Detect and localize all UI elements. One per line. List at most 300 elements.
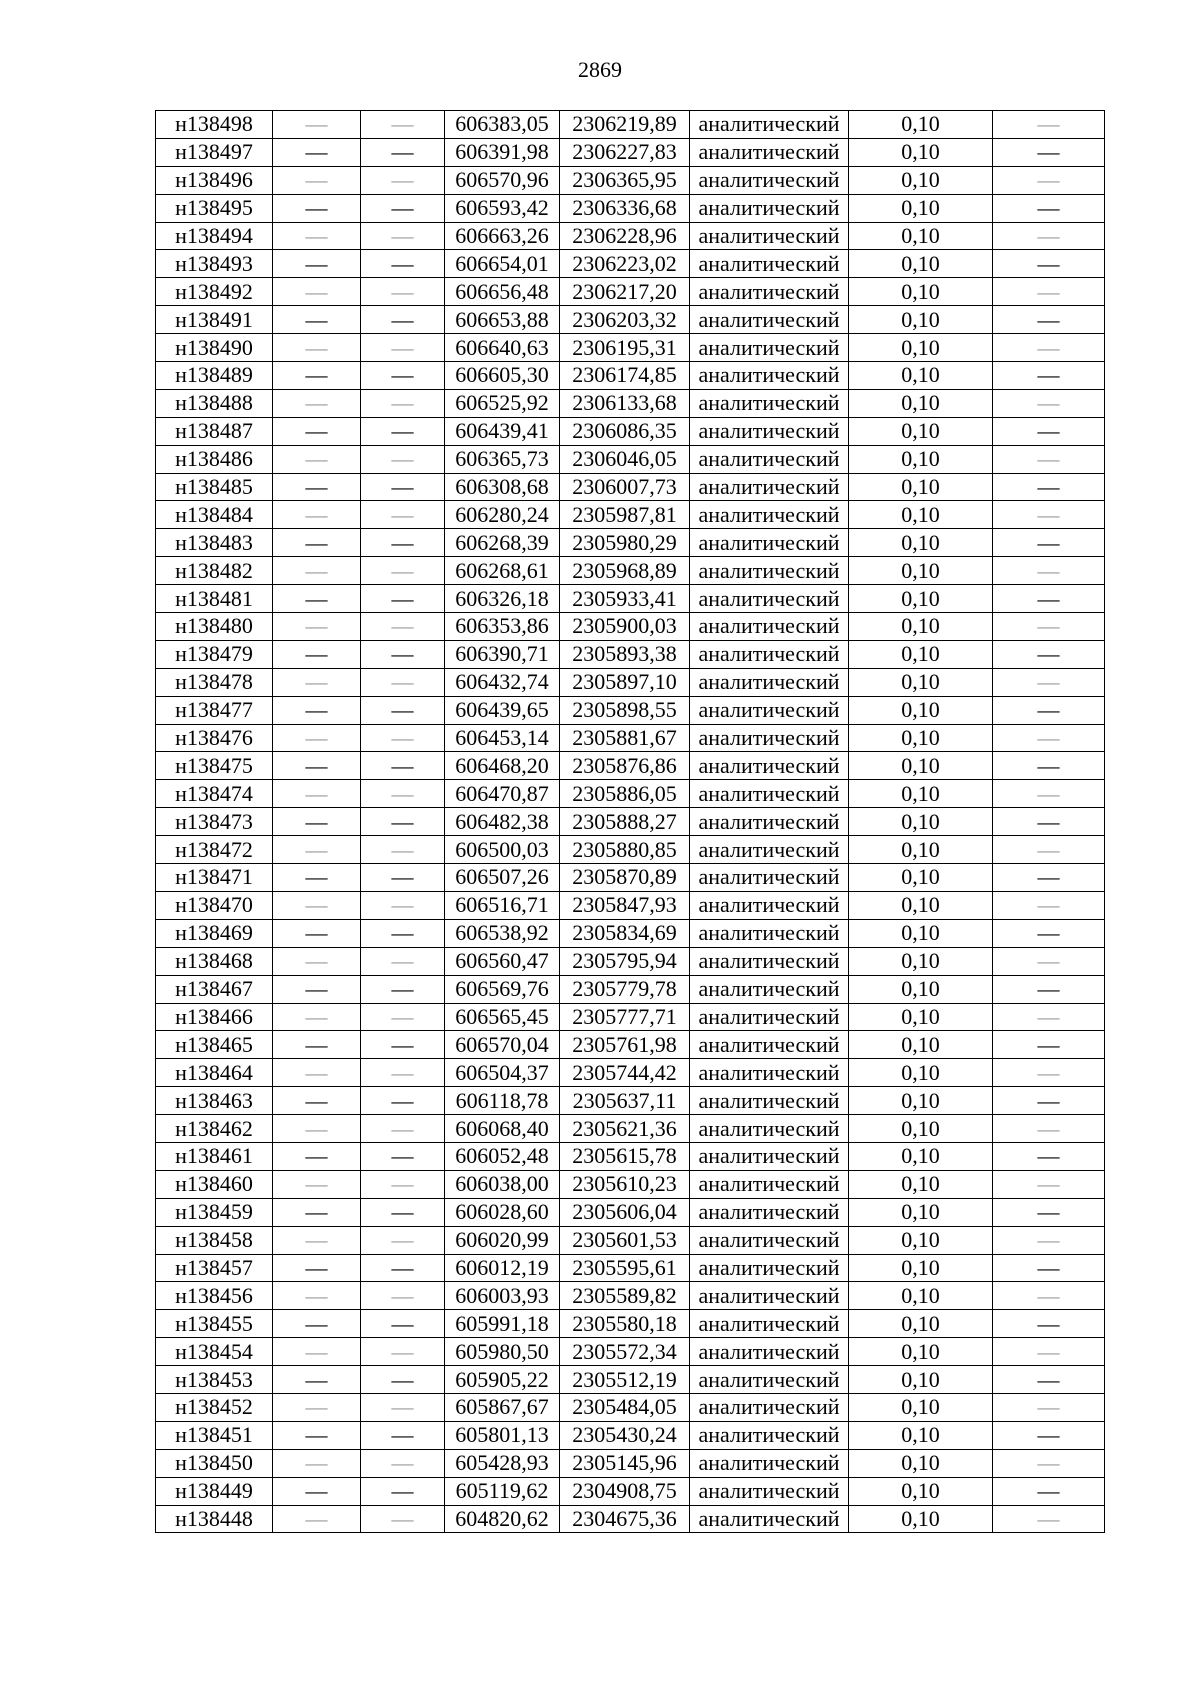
method-cell: аналитический [690,138,849,166]
dash-cell: — [273,557,361,585]
y-coordinate-cell: 2305601,53 [560,1226,690,1254]
dash-cell: — [993,334,1105,362]
x-coordinate-cell: 606504,37 [445,1059,560,1087]
table-row [156,138,1105,166]
table-row [156,334,1105,362]
x-coordinate-cell: 606308,68 [445,473,560,501]
dash-cell: — [361,166,445,194]
dash-cell: — [273,668,361,696]
table-row [156,362,1105,390]
x-coordinate-cell: 606038,00 [445,1170,560,1198]
point-cell: н138457 [156,1254,273,1282]
dash-cell: — [273,1310,361,1338]
point-cell: н138477 [156,696,273,724]
accuracy-cell: 0,10 [849,585,993,613]
dash-cell: — [273,1366,361,1394]
y-coordinate-cell: 2305777,71 [560,1003,690,1031]
method-cell: аналитический [690,501,849,529]
point-cell: н138481 [156,585,273,613]
dash-cell: — [993,919,1105,947]
accuracy-cell: 0,10 [849,445,993,473]
dash-cell: — [361,529,445,557]
table-row [156,696,1105,724]
point-cell: н138465 [156,1031,273,1059]
x-coordinate-cell: 606365,73 [445,445,560,473]
point-cell: н138451 [156,1421,273,1449]
x-coordinate-cell: 606570,96 [445,166,560,194]
dash-cell: — [993,1226,1105,1254]
x-coordinate-cell: 606268,61 [445,557,560,585]
dash-cell: — [273,808,361,836]
x-coordinate-cell: 606383,05 [445,111,560,139]
dash-cell: — [273,362,361,390]
accuracy-cell: 0,10 [849,919,993,947]
x-coordinate-cell: 606538,92 [445,919,560,947]
dash-cell: — [993,1449,1105,1477]
x-coordinate-cell: 606516,71 [445,891,560,919]
table-row [156,864,1105,892]
accuracy-cell: 0,10 [849,138,993,166]
method-cell: аналитический [690,1421,849,1449]
method-cell: аналитический [690,222,849,250]
point-cell: н138469 [156,919,273,947]
dash-cell: — [273,640,361,668]
dash-cell: — [273,1449,361,1477]
point-cell: н138467 [156,975,273,1003]
point-cell: н138470 [156,891,273,919]
dash-cell: — [361,1031,445,1059]
dash-cell: — [361,362,445,390]
y-coordinate-cell: 2306365,95 [560,166,690,194]
table-row [156,585,1105,613]
accuracy-cell: 0,10 [849,1310,993,1338]
y-coordinate-cell: 2305897,10 [560,668,690,696]
accuracy-cell: 0,10 [849,836,993,864]
dash-cell: — [273,1003,361,1031]
x-coordinate-cell: 606663,26 [445,222,560,250]
y-coordinate-cell: 2305888,27 [560,808,690,836]
point-cell: н138455 [156,1310,273,1338]
x-coordinate-cell: 606353,86 [445,613,560,641]
point-cell: н138449 [156,1477,273,1505]
dash-cell: — [273,1142,361,1170]
method-cell: аналитический [690,1505,849,1533]
x-coordinate-cell: 606570,04 [445,1031,560,1059]
dash-cell: — [993,1366,1105,1394]
method-cell: аналитический [690,1226,849,1254]
dash-cell: — [993,417,1105,445]
dash-cell: — [993,194,1105,222]
point-cell: н138498 [156,111,273,139]
dash-cell: — [273,1198,361,1226]
method-cell: аналитический [690,1087,849,1115]
dash-cell: — [273,585,361,613]
dash-cell: — [361,1198,445,1226]
accuracy-cell: 0,10 [849,864,993,892]
dash-cell: — [361,1226,445,1254]
x-coordinate-cell: 606012,19 [445,1254,560,1282]
x-coordinate-cell: 606654,01 [445,250,560,278]
dash-cell: — [993,138,1105,166]
x-coordinate-cell: 606390,71 [445,640,560,668]
point-cell: н138454 [156,1338,273,1366]
dash-cell: — [993,1282,1105,1310]
accuracy-cell: 0,10 [849,417,993,445]
x-coordinate-cell: 606268,39 [445,529,560,557]
point-cell: н138458 [156,1226,273,1254]
y-coordinate-cell: 2305881,67 [560,724,690,752]
dash-cell: — [273,1505,361,1533]
point-cell: н138475 [156,752,273,780]
accuracy-cell: 0,10 [849,1282,993,1310]
dash-cell: — [361,1115,445,1143]
method-cell: аналитический [690,585,849,613]
point-cell: н138450 [156,1449,273,1477]
point-cell: н138492 [156,278,273,306]
table-row [156,640,1105,668]
x-coordinate-cell: 605867,67 [445,1393,560,1421]
table-row [156,1226,1105,1254]
method-cell: аналитический [690,1366,849,1394]
y-coordinate-cell: 2306228,96 [560,222,690,250]
dash-cell: — [273,138,361,166]
x-coordinate-cell: 606453,14 [445,724,560,752]
method-cell: аналитический [690,557,849,585]
dash-cell: — [273,724,361,752]
dash-cell: — [993,166,1105,194]
table-row [156,724,1105,752]
dash-cell: — [361,1338,445,1366]
x-coordinate-cell: 605119,62 [445,1477,560,1505]
table-row [156,1366,1105,1394]
y-coordinate-cell: 2305589,82 [560,1282,690,1310]
accuracy-cell: 0,10 [849,640,993,668]
method-cell: аналитический [690,724,849,752]
y-coordinate-cell: 2305880,85 [560,836,690,864]
dash-cell: — [993,1031,1105,1059]
method-cell: аналитический [690,194,849,222]
table-row [156,1338,1105,1366]
x-coordinate-cell: 606640,63 [445,334,560,362]
dash-cell: — [273,250,361,278]
dash-cell: — [361,1170,445,1198]
method-cell: аналитический [690,947,849,975]
method-cell: аналитический [690,334,849,362]
point-cell: н138490 [156,334,273,362]
dash-cell: — [273,1087,361,1115]
dash-cell: — [273,836,361,864]
dash-cell: — [361,1393,445,1421]
x-coordinate-cell: 606003,93 [445,1282,560,1310]
dash-cell: — [993,808,1105,836]
table-row [156,1170,1105,1198]
table-row [156,668,1105,696]
dash-cell: — [361,417,445,445]
point-cell: н138497 [156,138,273,166]
y-coordinate-cell: 2304908,75 [560,1477,690,1505]
dash-cell: — [361,1421,445,1449]
y-coordinate-cell: 2305834,69 [560,919,690,947]
dash-cell: — [993,1254,1105,1282]
accuracy-cell: 0,10 [849,947,993,975]
point-cell: н138494 [156,222,273,250]
method-cell: аналитический [690,1003,849,1031]
dash-cell: — [273,1226,361,1254]
dash-cell: — [273,417,361,445]
dash-cell: — [273,1282,361,1310]
dash-cell: — [993,389,1105,417]
dash-cell: — [993,1059,1105,1087]
accuracy-cell: 0,10 [849,166,993,194]
x-coordinate-cell: 606020,99 [445,1226,560,1254]
y-coordinate-cell: 2306046,05 [560,445,690,473]
y-coordinate-cell: 2305606,04 [560,1198,690,1226]
accuracy-cell: 0,10 [849,1393,993,1421]
point-cell: н138472 [156,836,273,864]
accuracy-cell: 0,10 [849,557,993,585]
dash-cell: — [361,278,445,306]
dash-cell: — [361,334,445,362]
method-cell: аналитический [690,389,849,417]
dash-cell: — [993,613,1105,641]
dash-cell: — [273,445,361,473]
method-cell: аналитический [690,111,849,139]
x-coordinate-cell: 606326,18 [445,585,560,613]
dash-cell: — [273,975,361,1003]
y-coordinate-cell: 2305572,34 [560,1338,690,1366]
dash-cell: — [993,1421,1105,1449]
table-row [156,1059,1105,1087]
dash-cell: — [273,334,361,362]
method-cell: аналитический [690,1059,849,1087]
point-cell: н138459 [156,1198,273,1226]
method-cell: аналитический [690,1170,849,1198]
accuracy-cell: 0,10 [849,194,993,222]
y-coordinate-cell: 2305779,78 [560,975,690,1003]
table-row [156,1477,1105,1505]
method-cell: аналитический [690,808,849,836]
table-body [156,111,1105,1533]
page-number: 2869 [578,57,622,82]
y-coordinate-cell: 2306174,85 [560,362,690,390]
dash-cell: — [993,1310,1105,1338]
dash-cell: — [993,1170,1105,1198]
y-coordinate-cell: 2305980,29 [560,529,690,557]
x-coordinate-cell: 606470,87 [445,780,560,808]
y-coordinate-cell: 2306217,20 [560,278,690,306]
method-cell: аналитический [690,445,849,473]
method-cell: аналитический [690,1031,849,1059]
accuracy-cell: 0,10 [849,752,993,780]
dash-cell: — [361,138,445,166]
point-cell: н138483 [156,529,273,557]
dash-cell: — [273,947,361,975]
accuracy-cell: 0,10 [849,306,993,334]
method-cell: аналитический [690,1393,849,1421]
y-coordinate-cell: 2306195,31 [560,334,690,362]
dash-cell: — [993,1338,1105,1366]
y-coordinate-cell: 2305870,89 [560,864,690,892]
x-coordinate-cell: 606653,88 [445,306,560,334]
point-cell: н138488 [156,389,273,417]
point-cell: н138460 [156,1170,273,1198]
dash-cell: — [273,473,361,501]
accuracy-cell: 0,10 [849,1477,993,1505]
method-cell: аналитический [690,1477,849,1505]
accuracy-cell: 0,10 [849,501,993,529]
y-coordinate-cell: 2305876,86 [560,752,690,780]
method-cell: аналитический [690,975,849,1003]
y-coordinate-cell: 2305430,24 [560,1421,690,1449]
x-coordinate-cell: 606118,78 [445,1087,560,1115]
x-coordinate-cell: 606560,47 [445,947,560,975]
dash-cell: — [993,1087,1105,1115]
accuracy-cell: 0,10 [849,529,993,557]
method-cell: аналитический [690,752,849,780]
dash-cell: — [993,975,1105,1003]
accuracy-cell: 0,10 [849,780,993,808]
dash-cell: — [361,891,445,919]
point-cell: н138453 [156,1366,273,1394]
table-row [156,1254,1105,1282]
dash-cell: — [273,696,361,724]
method-cell: аналитический [690,780,849,808]
dash-cell: — [273,891,361,919]
dash-cell: — [993,836,1105,864]
method-cell: аналитический [690,250,849,278]
accuracy-cell: 0,10 [849,1449,993,1477]
y-coordinate-cell: 2305595,61 [560,1254,690,1282]
dash-cell: — [993,445,1105,473]
x-coordinate-cell: 606500,03 [445,836,560,864]
x-coordinate-cell: 605905,22 [445,1366,560,1394]
dash-cell: — [273,1031,361,1059]
dash-cell: — [273,1338,361,1366]
dash-cell: — [273,529,361,557]
dash-cell: — [993,640,1105,668]
table-row [156,808,1105,836]
x-coordinate-cell: 605801,13 [445,1421,560,1449]
y-coordinate-cell: 2305987,81 [560,501,690,529]
method-cell: аналитический [690,166,849,194]
dash-cell: — [361,1142,445,1170]
point-cell: н138473 [156,808,273,836]
dash-cell: — [361,473,445,501]
accuracy-cell: 0,10 [849,975,993,1003]
accuracy-cell: 0,10 [849,808,993,836]
dash-cell: — [361,724,445,752]
dash-cell: — [361,668,445,696]
point-cell: н138478 [156,668,273,696]
x-coordinate-cell: 606593,42 [445,194,560,222]
dash-cell: — [361,111,445,139]
dash-cell: — [993,1477,1105,1505]
point-cell: н138495 [156,194,273,222]
dash-cell: — [361,1087,445,1115]
table-row [156,194,1105,222]
dash-cell: — [993,501,1105,529]
point-cell: н138462 [156,1115,273,1143]
accuracy-cell: 0,10 [849,222,993,250]
dash-cell: — [993,1142,1105,1170]
accuracy-cell: 0,10 [849,1226,993,1254]
accuracy-cell: 0,10 [849,891,993,919]
dash-cell: — [273,1254,361,1282]
table-row [156,111,1105,139]
y-coordinate-cell: 2305621,36 [560,1115,690,1143]
x-coordinate-cell: 606656,48 [445,278,560,306]
accuracy-cell: 0,10 [849,1087,993,1115]
dash-cell: — [361,1059,445,1087]
dash-cell: — [993,473,1105,501]
y-coordinate-cell: 2306219,89 [560,111,690,139]
dash-cell: — [993,278,1105,306]
dash-cell: — [993,529,1105,557]
accuracy-cell: 0,10 [849,334,993,362]
method-cell: аналитический [690,1142,849,1170]
accuracy-cell: 0,10 [849,1031,993,1059]
method-cell: аналитический [690,668,849,696]
point-cell: н138487 [156,417,273,445]
point-cell: н138463 [156,1087,273,1115]
point-cell: н138480 [156,613,273,641]
dash-cell: — [273,501,361,529]
y-coordinate-cell: 2305893,38 [560,640,690,668]
y-coordinate-cell: 2306086,35 [560,417,690,445]
dash-cell: — [361,1449,445,1477]
table-row [156,501,1105,529]
dash-cell: — [993,1198,1105,1226]
point-cell: н138461 [156,1142,273,1170]
y-coordinate-cell: 2305900,03 [560,613,690,641]
dash-cell: — [361,557,445,585]
dash-cell: — [361,1477,445,1505]
y-coordinate-cell: 2305968,89 [560,557,690,585]
table-row [156,473,1105,501]
dash-cell: — [273,780,361,808]
y-coordinate-cell: 2306007,73 [560,473,690,501]
table-row [156,557,1105,585]
x-coordinate-cell: 606432,74 [445,668,560,696]
method-cell: аналитический [690,529,849,557]
dash-cell: — [273,389,361,417]
method-cell: аналитический [690,891,849,919]
dash-cell: — [273,1170,361,1198]
point-cell: н138479 [156,640,273,668]
dash-cell: — [361,947,445,975]
dash-cell: — [361,194,445,222]
method-cell: аналитический [690,417,849,445]
method-cell: аналитический [690,1338,849,1366]
dash-cell: — [993,250,1105,278]
y-coordinate-cell: 2306227,83 [560,138,690,166]
x-coordinate-cell: 606280,24 [445,501,560,529]
dash-cell: — [361,1310,445,1338]
point-cell: н138466 [156,1003,273,1031]
table-row [156,222,1105,250]
x-coordinate-cell: 606507,26 [445,864,560,892]
dash-cell: — [361,1366,445,1394]
dash-cell: — [361,836,445,864]
accuracy-cell: 0,10 [849,1505,993,1533]
method-cell: аналитический [690,306,849,334]
point-cell: н138484 [156,501,273,529]
method-cell: аналитический [690,1198,849,1226]
table-row [156,919,1105,947]
table-row [156,1031,1105,1059]
table-row [156,389,1105,417]
dash-cell: — [273,864,361,892]
